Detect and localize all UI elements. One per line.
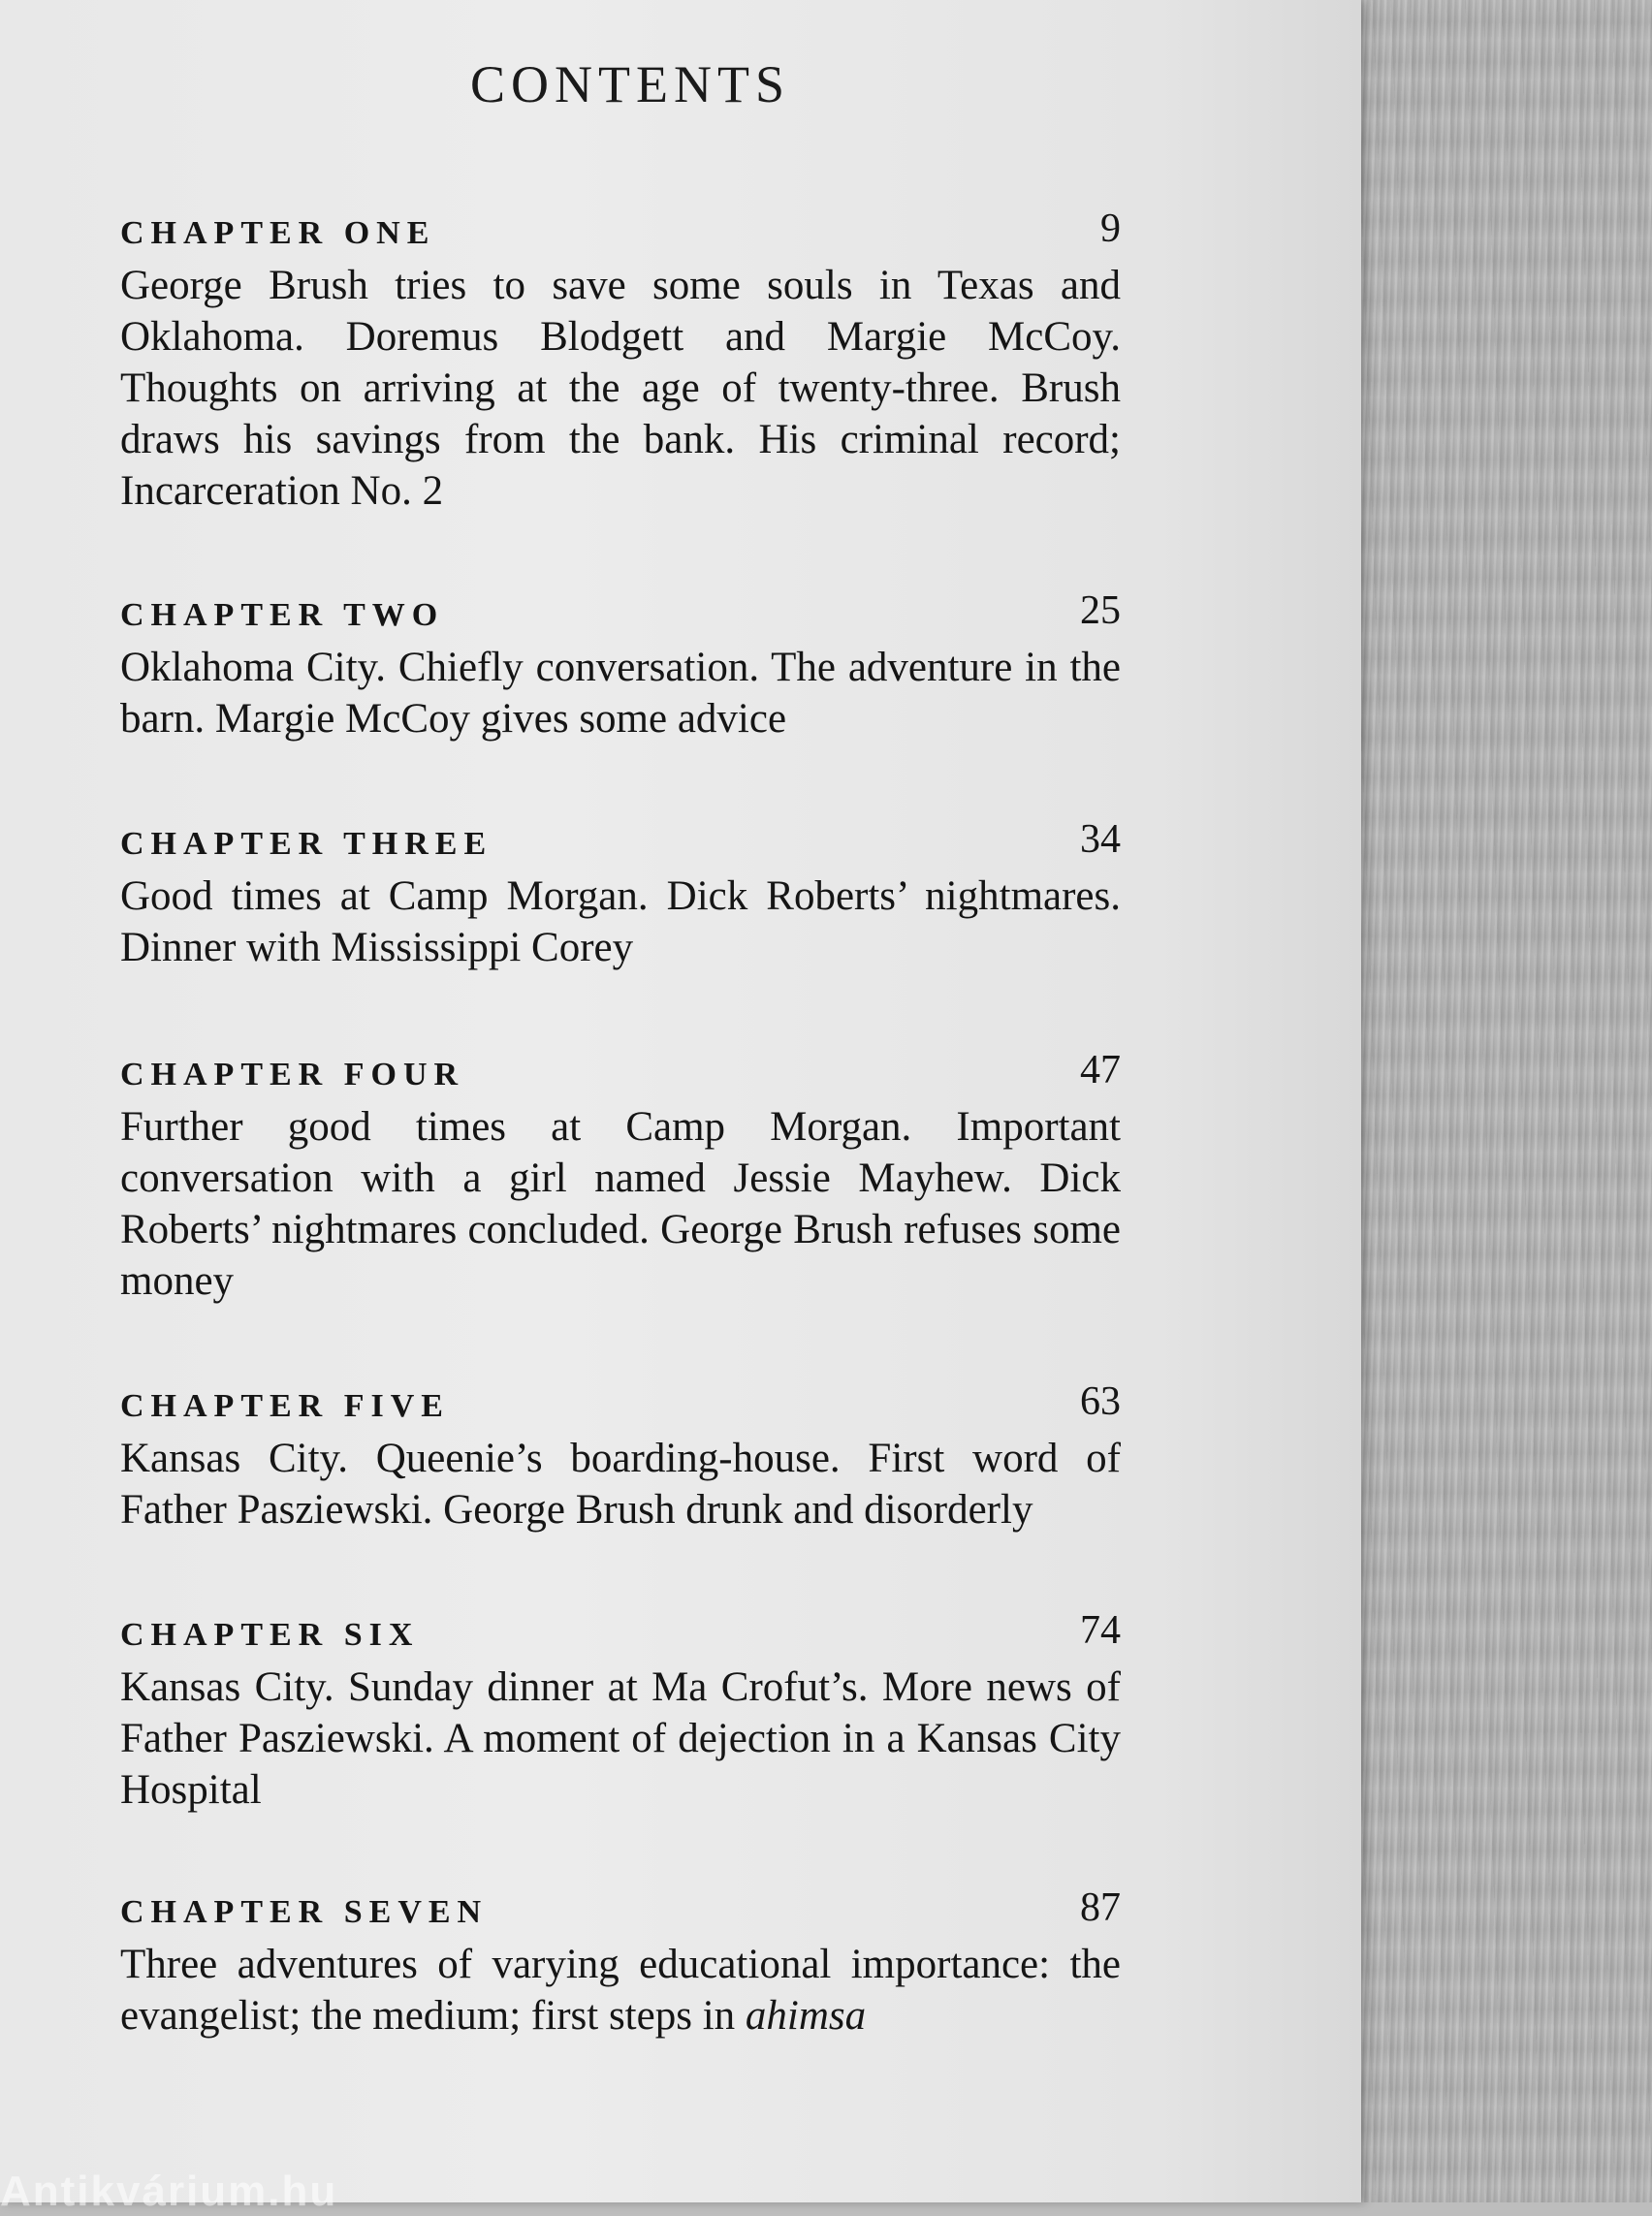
chapter-heading (120, 1378, 1121, 1433)
chapter-page-number: 47 (1080, 1048, 1121, 1092)
chapter-entry-seven (120, 1884, 1121, 2042)
chapter-label: CHAPTER FIVE (120, 1388, 450, 1424)
chapter-entry-four (120, 1047, 1121, 1307)
chapter-description: Good times at Camp Morgan. Dick Roberts’ nightmares. Dinner with Mississippi Corey (120, 873, 1121, 970)
chapter-label: CHAPTER SIX (120, 1617, 420, 1653)
chapter-entry-three (120, 816, 1121, 973)
chapter-description: Further good times at Camp Morgan. Important conversation with a girl named Jessie Mayhew. Dick Roberts’ nightmares concluded. George Brush refuses some money (120, 1104, 1121, 1304)
chapter-description: Kansas City. Queenie’s boarding-house. First word of Father Pasziewski. George Brush drunk and disorderly (120, 1436, 1121, 1533)
chapter-entry-five (120, 1378, 1121, 1535)
chapter-label: CHAPTER THREE (120, 826, 493, 862)
chapter-heading (120, 816, 1121, 871)
chapter-page-number: 87 (1080, 1885, 1121, 1930)
chapter-label: CHAPTER FOUR (120, 1057, 465, 1092)
chapter-description-emphasis: ahimsa (745, 1993, 867, 2039)
chapter-entry-six (120, 1607, 1121, 1816)
chapter-page-number: 74 (1080, 1608, 1121, 1653)
chapter-page-number: 9 (1100, 206, 1121, 251)
chapter-heading (120, 206, 1121, 260)
chapter-label: CHAPTER TWO (120, 597, 445, 633)
chapter-page-number: 34 (1080, 817, 1121, 862)
backdrop-surface (1357, 0, 1652, 2202)
page-title: CONTENTS (470, 55, 790, 113)
chapter-label: CHAPTER ONE (120, 215, 436, 251)
chapter-heading (120, 1607, 1121, 1662)
chapter-description-text: Three adventures of varying educational importance: the evangelist; the medium; first steps in (120, 1942, 1121, 2039)
chapter-description: Oklahoma City. Chiefly conversation. The adventure in the barn. Margie McCoy gives some advice (120, 645, 1121, 742)
chapter-entry-one (120, 206, 1121, 517)
chapter-page-number: 25 (1080, 588, 1121, 633)
chapter-description: Kansas City. Sunday dinner at Ma Crofut’s. More news of Father Pasziewski. A moment of dejection in a Kansas City Hospital (120, 1664, 1121, 1813)
chapter-description: George Brush tries to save some souls in Texas and Oklahoma. Doremus Blodgett and Margie McCoy. Thoughts on arriving at the age of twenty-three. Brush draws his savings from the bank. His criminal record; Incarceration No. 2 (120, 263, 1121, 514)
chapter-page-number: 63 (1080, 1379, 1121, 1424)
chapter-label: CHAPTER SEVEN (120, 1894, 489, 1930)
chapter-entry-two (120, 587, 1121, 744)
chapter-heading (120, 1884, 1121, 1939)
chapter-heading (120, 587, 1121, 642)
chapter-description (120, 1939, 1121, 2042)
watermark-text: Antikvárium.hu (0, 2168, 338, 2215)
chapter-heading (120, 1047, 1121, 1101)
